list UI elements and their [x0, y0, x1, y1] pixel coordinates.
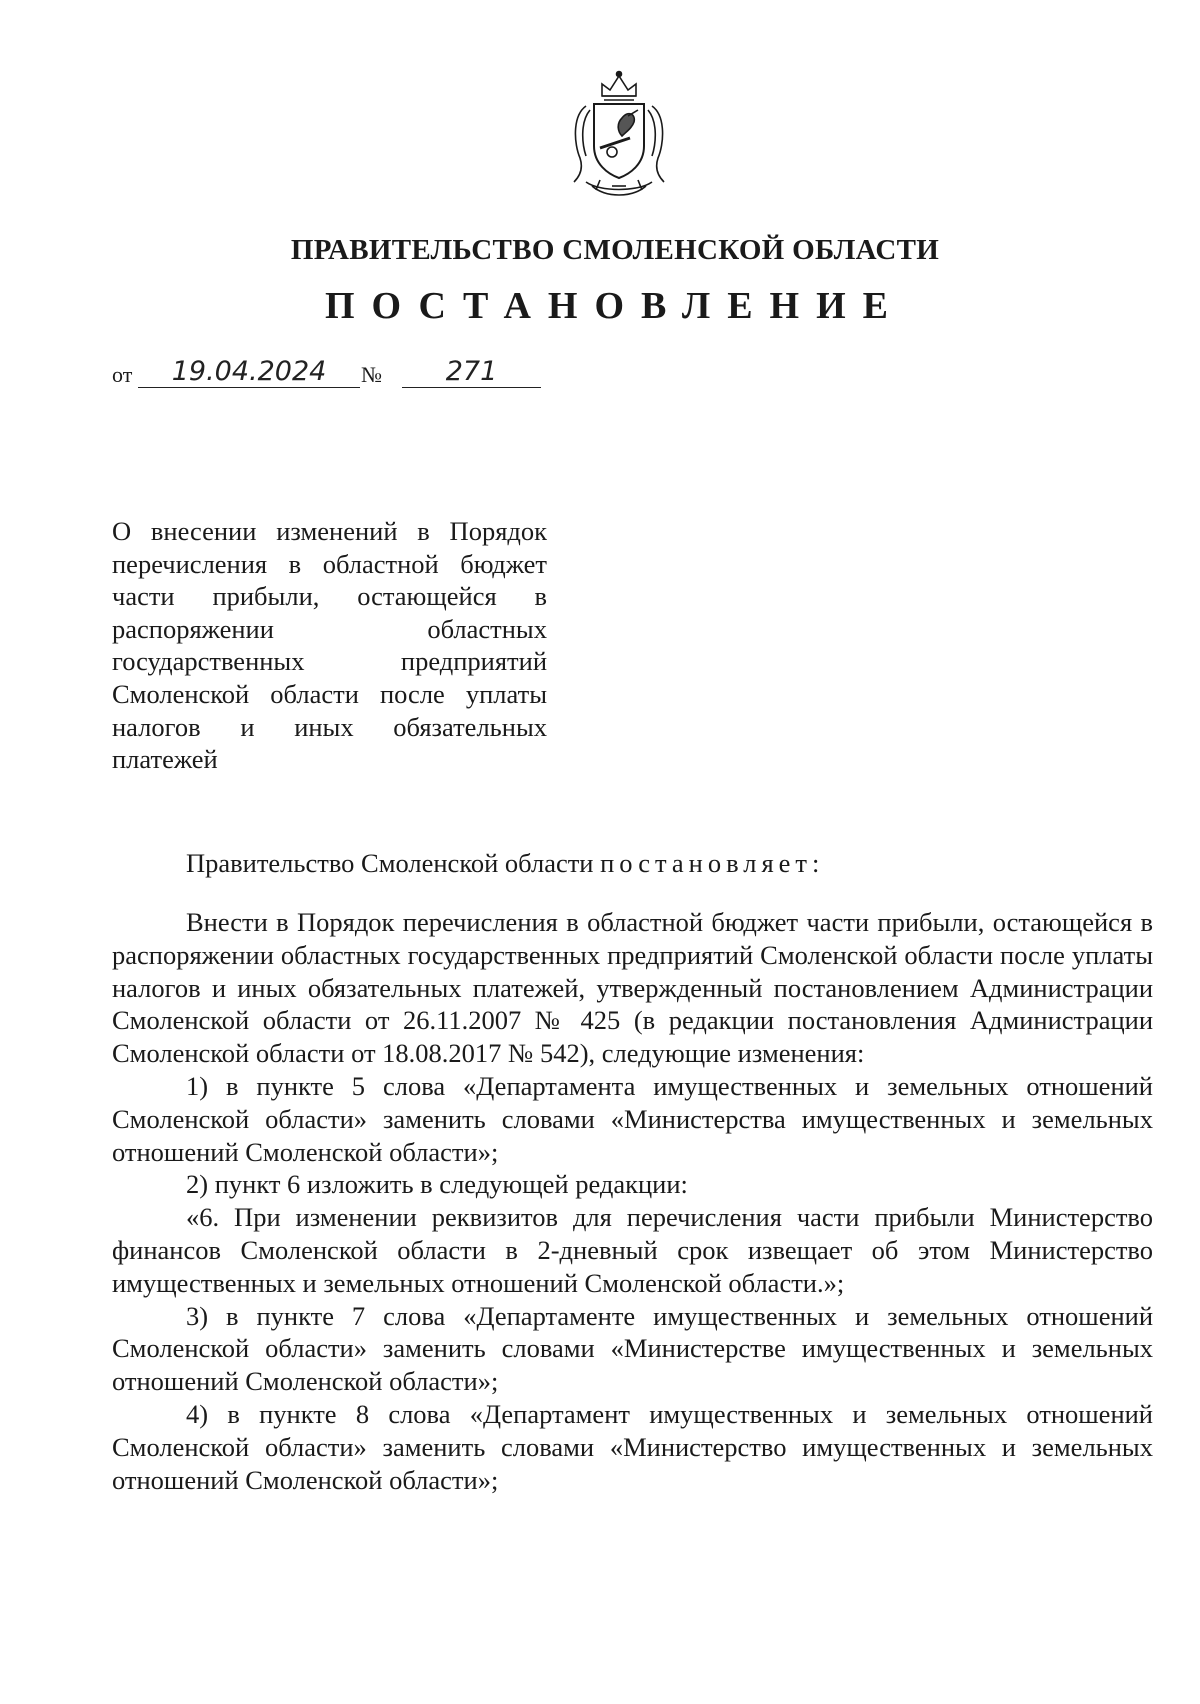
coat-of-arms-icon	[566, 66, 672, 202]
date-label: от	[112, 362, 133, 387]
document-subject: О внесении изменений в Порядок перечисления в областной бюджет части прибыли, остающейся в распоряжении областных государственных предприятий Смоленской области после уплаты налогов и иных обязательных платежей	[112, 516, 547, 775]
organization-title: ПРАВИТЕЛЬСТВО СМОЛЕНСКОЙ ОБЛАСТИ	[290, 234, 940, 266]
body-paragraph: «6. При изменении реквизитов для перечисления части прибыли Министерство финансов Смоленской области в 2-дневный срок извещает об этом Министерство имущественных и земельных отношений Смоленской области.»;	[112, 1202, 1153, 1298]
document-body	[112, 906, 1153, 1496]
date-number-line	[112, 354, 542, 394]
date-value: 19.04.2024	[138, 357, 360, 388]
number-label: №	[361, 362, 382, 387]
decree-line	[186, 847, 824, 879]
number-value: 271	[402, 357, 541, 388]
decree-verb: постановляет:	[600, 848, 825, 878]
body-paragraph: 4) в пункте 8 слова «Департамент имущественных и земельных отношений Смоленской области» заменить словами «Министерство имущественных и земельных отношений Смоленской области»;	[112, 1398, 1153, 1495]
document-type: ПОСТАНОВЛЕНИЕ	[324, 285, 906, 327]
body-paragraph: Внести в Порядок перечисления в областной бюджет части прибыли, остающейся в распоряжении областных государственных предприятий Смоленской области после уплаты налогов и иных обязательных платежей, утвержденный постановлением Администрации Смоленской области от 26.11.2007 № 425 (в редакции постановления Администрации Смоленской области от 18.08.2017 № 542), следующие изменения:	[112, 907, 1153, 1069]
body-paragraph: 2) пункт 6 изложить в следующей редакции:	[186, 1169, 688, 1200]
body-paragraph: 1) в пункте 5 слова «Департамента имущественных и земельных отношений Смоленской области» заменить словами «Министерства имущественных и земельных отношений Смоленской области»;	[112, 1070, 1153, 1167]
decree-prefix: Правительство Смоленской области	[186, 848, 601, 878]
body-paragraph: 3) в пункте 7 слова «Департаменте имущественных и земельных отношений Смоленской области» заменить словами «Министерстве имущественных и земельных отношений Смоленской области»;	[112, 1300, 1153, 1397]
